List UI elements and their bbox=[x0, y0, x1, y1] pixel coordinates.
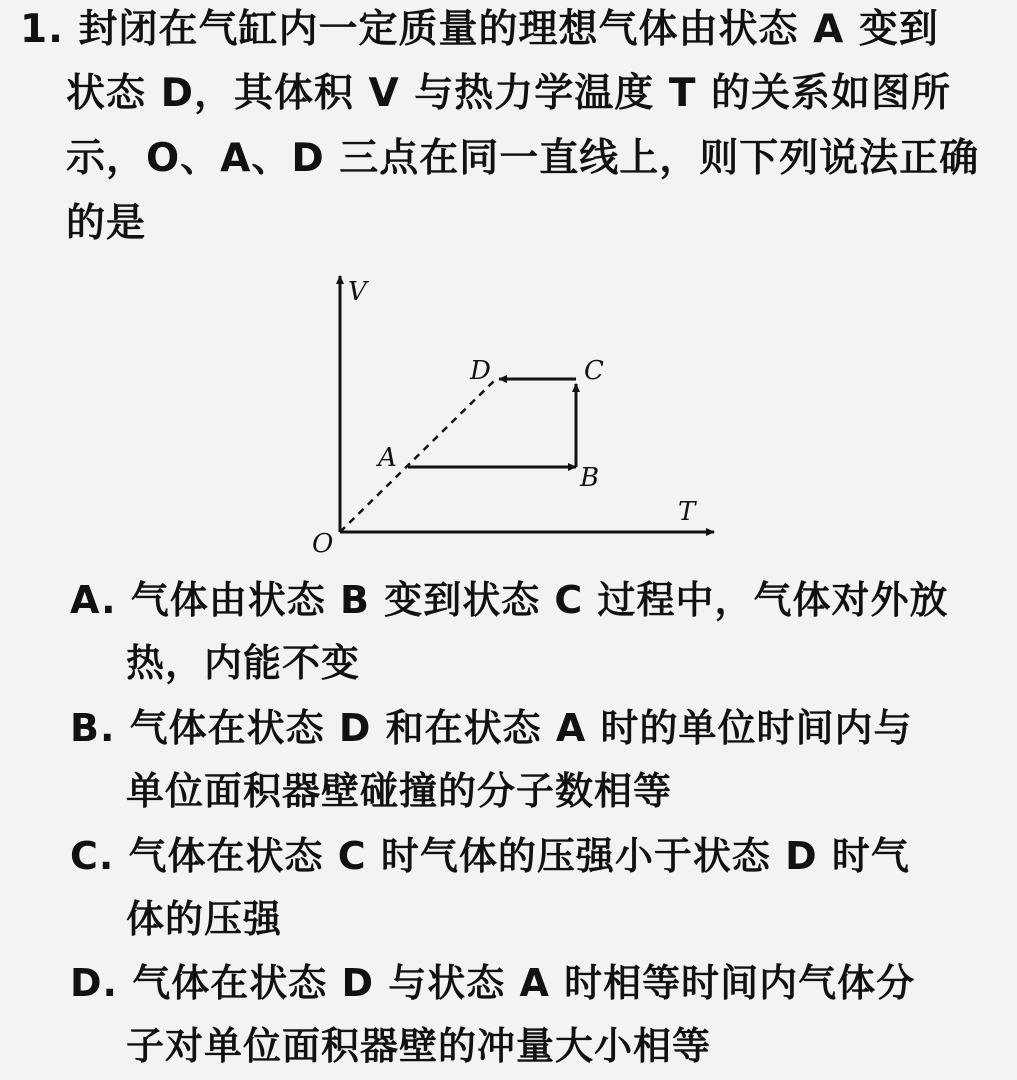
point-b-label: B bbox=[580, 463, 600, 493]
option-b-line-2: 单位面积器壁碰撞的分子数相等 bbox=[126, 769, 673, 813]
point-c-label: C bbox=[584, 356, 604, 386]
v-axis-label: V bbox=[348, 277, 367, 307]
question-line-2: 状态 D，其体积 V 与热力学温度 T 的关系如图所 bbox=[66, 71, 952, 116]
option-a-line-2: 热，内能不变 bbox=[126, 641, 361, 685]
option-b-line-1: B. 气体在状态 D 和在状态 A 时的单位时间内与 bbox=[70, 706, 913, 750]
point-a-label: A bbox=[378, 443, 397, 473]
point-d-label: D bbox=[470, 356, 491, 386]
option-d-line-2: 子对单位面积器壁的冲量大小相等 bbox=[126, 1024, 712, 1068]
option-c-line-1: C. 气体在状态 C 时气体的压强小于状态 D 时气 bbox=[70, 834, 910, 878]
question-line-4: 的是 bbox=[66, 201, 147, 246]
option-d-line-1: D. 气体在状态 D 与状态 A 时相等时间内气体分 bbox=[70, 961, 916, 1005]
oad-dashed-line bbox=[340, 379, 496, 532]
option-a-line-1: A. 气体由状态 B 变到状态 C 过程中，气体对外放 bbox=[70, 578, 949, 622]
question-line-1: 1. 封闭在气缸内一定质量的理想气体由状态 A 变到 bbox=[20, 7, 939, 52]
origin-label: O bbox=[312, 529, 334, 559]
option-c-line-2: 体的压强 bbox=[126, 897, 283, 941]
vt-diagram bbox=[300, 262, 740, 562]
question-line-3: 示，O、A、D 三点在同一直线上，则下列说法正确 bbox=[66, 136, 980, 181]
t-axis-label: T bbox=[678, 497, 696, 527]
